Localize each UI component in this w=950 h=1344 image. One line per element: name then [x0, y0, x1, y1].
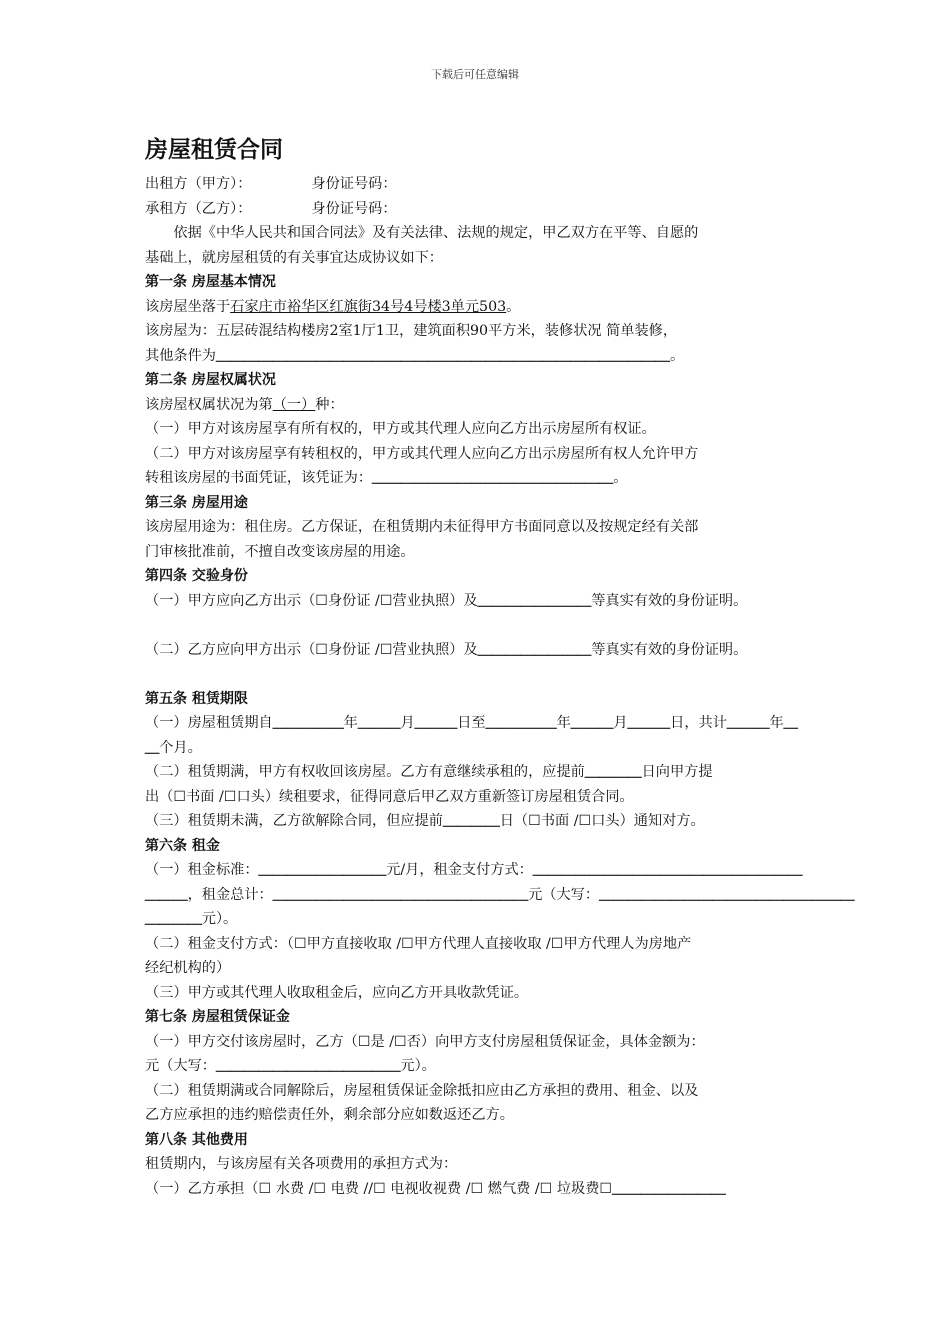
article-7-line-3: （二）租赁期满或合同解除后，房屋租赁保证金除抵扣应由乙方承担的费用、租金、以及 — [145, 1082, 699, 1099]
page-header: 下载后可任意编辑 — [431, 68, 519, 81]
intro-line-1: 依据《中华人民共和国合同法》及有关法律、法规的规定，甲乙双方在平等、自愿的 — [173, 225, 699, 241]
ownership-type: （一） — [272, 396, 316, 413]
article-1-heading: 第一条 房屋基本情况 — [145, 274, 276, 290]
blank-field[interactable]: ＿＿＿ — [414, 715, 458, 731]
article-7-line-1: （一）甲方交付该房屋时，乙方（☐是 /☐否）向甲方支付房屋租赁保证金，具体金额为： — [145, 1033, 705, 1050]
blank-field[interactable]: ＿＿＿＿＿＿＿＿＿＿＿＿＿ — [215, 1058, 401, 1074]
blank-field[interactable]: ＿＿＿＿＿＿＿＿＿＿＿＿＿＿＿＿＿ — [372, 470, 614, 486]
article-5-line-4: 出（☐书面 /☐口头）续租要求，征得同意后甲乙双方重新签订房屋租赁合同。 — [145, 788, 634, 805]
blank-field[interactable]: ＿ — [145, 739, 160, 756]
article-3-heading: 第三条 房屋用途 — [145, 494, 248, 511]
article-2-line-4: 转租该房屋的书面凭证，该凭证为：＿＿＿＿＿＿＿＿＿＿＿＿＿＿＿＿＿。 — [145, 470, 628, 486]
blank-field[interactable]: ＿＿＿＿＿ — [272, 715, 344, 731]
article-3-line-2: 门审核批准前，不擅自改变该房屋的用途。 — [145, 543, 415, 560]
blank-field[interactable]: ＿＿＿＿＿＿＿＿＿＿＿＿＿＿＿＿＿＿ — [272, 886, 529, 903]
blank-field[interactable]: ＿＿＿＿＿＿＿＿＿ — [258, 862, 387, 878]
article-7-line-4: 乙方应承担的违约赔偿责任外，剩余部分应如数返还乙方。 — [145, 1107, 514, 1123]
blank-field[interactable]: ＿＿＿＿＿＿＿＿ — [612, 1180, 726, 1197]
article-6-line-5: 经纪机构的） — [145, 960, 231, 976]
article-2-heading: 第二条 房屋权属状况 — [145, 372, 276, 388]
article-4-heading: 第四条 交验身份 — [145, 568, 248, 584]
article-2-line-3: （二）甲方对该房屋享有转租权的，甲方或其代理人应向乙方出示房屋所有权人允许甲方 — [145, 445, 699, 462]
blank-field[interactable]: ＿＿＿＿ — [584, 764, 642, 780]
blank-field[interactable]: ＿＿＿ — [145, 886, 188, 903]
article-5-line-3: （二）租赁期满，甲方有权收回该房屋。乙方有意继续承租的，应提前＿＿＿＿日向甲方提 — [145, 764, 713, 780]
article-6-line-6: （三）甲方或其代理人收取租金后，应向乙方开具收款凭证。 — [145, 984, 529, 1001]
blank-field[interactable]: ＿＿＿ — [726, 715, 770, 731]
blank-field[interactable]: ＿＿＿＿＿＿＿＿＿＿＿＿＿＿＿＿＿＿ — [599, 886, 855, 903]
blank-field[interactable]: ＿＿＿＿ — [145, 911, 202, 927]
article-5-line-1: （一）房屋租赁期自＿＿＿＿＿年＿＿＿月＿＿＿日至＿＿＿＿＿年＿＿＿月＿＿＿日，共计＿＿＿年＿ — [145, 715, 798, 731]
blank-field[interactable]: ＿ — [783, 715, 798, 731]
article-8-line-2: （一）乙方承担（☐ 水费 /☐ 电费 //☐ 电视收视费 /☐ 燃气费 /☐ 垃圾费☐＿＿＿＿＿＿＿＿ — [145, 1180, 726, 1197]
article-3-line-1: 该房屋用途为：租住房。乙方保证，在租赁期内未征得甲方书面同意以及按规定经有关部 — [145, 519, 699, 535]
article-6-line-4: （二）租金支付方式：（☐甲方直接收取 /☐甲方代理人直接收取 /☐甲方代理人为房地产 — [145, 935, 692, 952]
blank-field[interactable]: ＿＿＿＿＿＿＿＿＿＿＿＿＿＿＿＿＿＿＿＿＿＿＿＿＿＿＿＿＿＿＿＿ — [215, 347, 670, 364]
lessee-id-label: 身份证号码： — [311, 200, 397, 217]
article-6-heading: 第六条 租金 — [145, 837, 220, 854]
article-2-line-2: （一）甲方对该房屋享有所有权的，甲方或其代理人应向乙方出示房屋所有权证。 — [145, 421, 656, 437]
article-1-other: 其他条件为＿＿＿＿＿＿＿＿＿＿＿＿＿＿＿＿＿＿＿＿＿＿＿＿＿＿＿＿＿＿＿＿。 — [145, 347, 685, 364]
article-4-line-1: （一）甲方应向乙方出示（☐身份证 /☐营业执照）及＿＿＿＿＿＿＿＿等真实有效的身份证明。 — [145, 592, 748, 609]
property-address: 石家庄市裕华区红旗街34号4号楼3单元503 — [230, 298, 507, 315]
article-7-line-2: 元（大写：＿＿＿＿＿＿＿＿＿＿＿＿＿元）。 — [145, 1058, 436, 1074]
lessee-label: 承租方（乙方）： — [145, 200, 252, 217]
blank-field[interactable]: ＿＿＿＿＿＿＿＿＿＿＿＿＿＿＿＿＿＿＿ — [532, 862, 803, 878]
article-4-line-2: （二）乙方应向甲方出示（☐身份证 /☐营业执照）及＿＿＿＿＿＿＿＿等真实有效的身份证明。 — [145, 641, 748, 658]
blank-field[interactable]: ＿＿＿＿＿ — [485, 715, 557, 731]
lessor-id-label: 身份证号码： — [311, 176, 397, 192]
document-body — [145, 130, 855, 1201]
article-2-line-1: 该房屋权属状况为第（一）种： — [145, 396, 344, 413]
blank-field[interactable]: ＿＿＿ — [627, 715, 671, 731]
lessor-label: 出租方（甲方）： — [145, 176, 252, 192]
article-5-heading: 第五条 租赁期限 — [145, 690, 248, 707]
article-6-line-2: ＿＿＿，租金总计：＿＿＿＿＿＿＿＿＿＿＿＿＿＿＿＿＿＿元（大写：＿＿＿＿＿＿＿＿＿＿＿＿＿＿＿＿＿＿ — [145, 886, 855, 903]
article-6-line-1: （一）租金标准：＿＿＿＿＿＿＿＿＿元/月，租金支付方式：＿＿＿＿＿＿＿＿＿＿＿＿＿＿＿＿＿＿＿ — [145, 862, 803, 878]
article-8-line-1: 租赁期内，与该房屋有关各项费用的承担方式为： — [145, 1156, 458, 1172]
intro-line-2: 基础上，就房屋租赁的有关事宜达成协议如下： — [145, 249, 443, 266]
article-1-description: 该房屋为：五层砖混结构楼房2室1厅1卫，建筑面积90平方米，装修状况 简单装修， — [145, 323, 678, 339]
blank-field[interactable]: ＿＿＿＿＿＿＿＿ — [477, 592, 592, 609]
blank-field[interactable]: ＿＿＿＿＿＿＿＿ — [477, 641, 592, 658]
document-title: 房屋租赁合同 — [145, 136, 283, 163]
article-6-line-3: ＿＿＿＿元）。 — [145, 911, 238, 927]
article-7-heading: 第七条 房屋租赁保证金 — [145, 1009, 290, 1025]
lessee-line — [145, 197, 815, 222]
article-8-heading: 第八条 其他费用 — [145, 1131, 248, 1148]
article-5-line-5: （三）租赁期未满，乙方欲解除合同，但应提前＿＿＿＿日（☐书面 /☐口头）通知对方。 — [145, 813, 705, 829]
article-1-location: 该房屋坐落于石家庄市裕华区红旗街34号4号楼3单元503。 — [145, 298, 521, 315]
article-5-line-2: ＿个月。 — [145, 739, 202, 756]
lessor-line — [145, 172, 815, 197]
blank-field[interactable]: ＿＿＿ — [570, 715, 614, 731]
blank-field[interactable]: ＿＿＿ — [357, 715, 401, 731]
blank-field[interactable]: ＿＿＿＿ — [442, 813, 500, 829]
